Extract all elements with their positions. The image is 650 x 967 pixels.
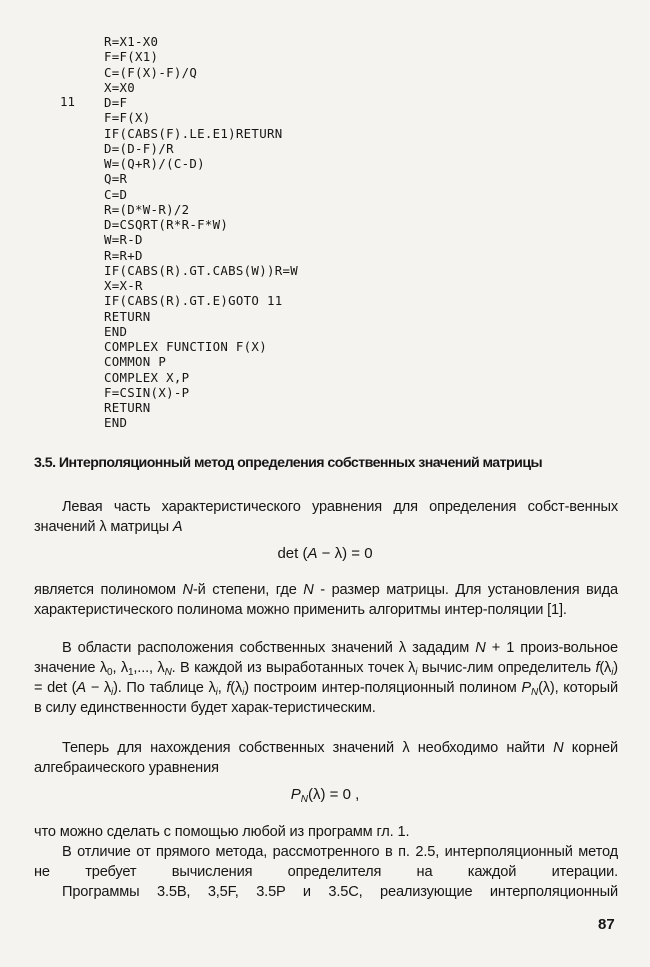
code-line: X=X-R — [104, 278, 143, 293]
code-line: END — [104, 323, 128, 339]
code-line: COMPLEX X,P — [104, 369, 190, 385]
paragraph-7: Программы 3.5B, 3,5F, 3.5P и 3.5C, реализующие интерполяционный — [62, 884, 618, 900]
paragraph-4: Теперь для нахождения собственных значений λ необходимо найти N корней алгебраического уравнения — [34, 740, 618, 776]
code-line: C=D — [104, 186, 128, 202]
code-line: C=(F(X)-F)/Q — [104, 64, 198, 80]
code-line: X=X0 — [104, 79, 136, 95]
code-line: Q=R — [104, 171, 128, 187]
code-line: R=R+D — [104, 247, 143, 263]
code-line: D=(D-F)/R — [104, 140, 174, 156]
code-line: R=X1-X0 — [104, 34, 159, 49]
paragraph-3: В области расположения собственных значений λ зададим N + 1 произ-вольное значение $\lambda_0$, $\lambda_1$,..., $\lambda_N$. В каждой из выработанных точек $\lambda_i$ вычис-лим определитель $f(\lambda_i) = \det (A - \lambda_i)$. По таблице $\lambda_i$, $f(\lambda_i)$ построим интер-поляционный полином $P_N(\lambda)$, который в силу единственности будет харак-теристическим. — [34, 640, 618, 716]
code-line: W=(Q+R)/(C-D) — [104, 156, 205, 171]
code-line: COMMON P — [104, 354, 167, 370]
paragraph-5: что можно сделать с помощью любой из программ гл. 1. — [34, 824, 410, 840]
code-line: D=F — [104, 95, 128, 110]
code-line: D=CSQRT(R*R-F*W) — [104, 217, 229, 232]
paragraph-2: является полиномом N-й степени, где N - размер матрицы. Для установления вида характеристического полинома можно применить алгоритмы интер-поляции [1]. — [34, 582, 618, 618]
section-heading: 3.5. Интерполяционный метод определения собственных значений матрицы — [34, 455, 543, 471]
paragraph-1: Левая часть характеристического уравнения для определения собст-венных значений λ матрицы A — [34, 499, 618, 535]
paragraph-6: В отличие от прямого метода, рассмотренного в п. 2.5, интерполяционный метод не требует вычисления определителя на каждой итерации. — [34, 844, 618, 880]
code-line: R=(D*W-R)/2 — [104, 201, 190, 217]
code-line: RETURN — [104, 308, 151, 324]
code-line-label: 11 — [60, 94, 75, 109]
code-line: RETURN — [104, 400, 151, 415]
code-line: END — [104, 415, 128, 431]
code-line: F=F(X1) — [104, 49, 159, 65]
page-number: 87 — [598, 916, 615, 933]
code-line: IF(CABS(R).GT.E)GOTO 11 — [104, 293, 283, 309]
code-line: COMPLEX FUNCTION F(X) — [104, 339, 267, 354]
code-line: IF(CABS(F).LE.E1)RETURN — [104, 125, 283, 141]
code-line: F=F(X) — [104, 110, 151, 126]
formula-polynomial: $P_N(\lambda) = 0$ , — [290, 786, 360, 805]
code-line: W=R-D — [104, 232, 143, 248]
code-line: IF(CABS(R).GT.CABS(W))R=W — [104, 262, 298, 278]
code-line: F=CSIN(X)-P — [104, 384, 190, 400]
formula-det: det (A − λ) = 0 — [277, 545, 373, 562]
